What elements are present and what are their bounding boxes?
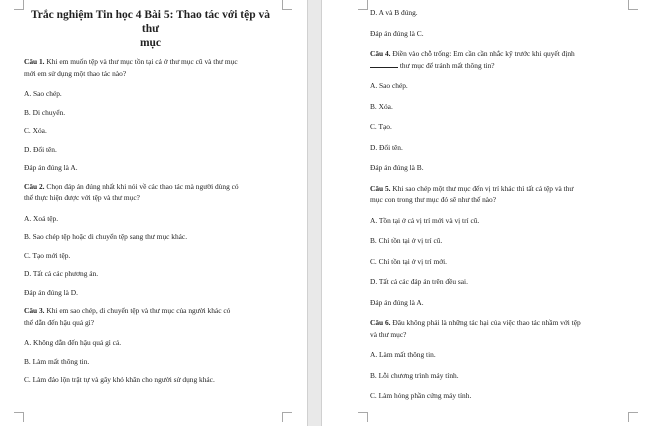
option-d: D. A và B đúng. <box>370 8 418 17</box>
option-a: A. Tồn tại ở cả vị trí mới và vị trí cũ. <box>370 215 480 225</box>
option-b: B. Xóa. <box>370 101 393 111</box>
page-corner-mark <box>628 0 638 10</box>
option-c: C. Làm đảo lộn trật tự và gây khó khăn cho người sử dụng khác. <box>24 375 215 384</box>
question-1 <box>24 56 277 68</box>
option-b: B. Chỉ tồn tại ở vị trí cũ. <box>370 236 443 245</box>
option-a: A. Sao chép. <box>24 89 62 98</box>
question-3 <box>24 305 277 317</box>
question-text: Điền vào chỗ trống: Em cần cần nhắc kỹ trước khi quyết định <box>390 49 575 58</box>
question-label: Câu 4. <box>370 49 391 58</box>
question-text-cont: mục con trong thư mục đó sẽ như thế nào? <box>370 195 497 204</box>
question-label: Câu 1. <box>24 57 45 66</box>
question-label: Câu 5. <box>370 183 391 193</box>
fill-in-blank <box>370 60 398 68</box>
option-c: C. Làm hỏng phần cứng máy tính. <box>370 391 472 400</box>
option-b: B. Sao chép tệp hoặc di chuyển tệp sang thư mục khác. <box>24 232 188 241</box>
document-page-right <box>322 0 650 426</box>
option-a: A. Sao chép. <box>370 81 408 90</box>
option-d: D. Tất cả các đáp án trên đều sai. <box>370 277 468 286</box>
question-text: Khi sao chép một thư mục đến vị trí khác thì tất cả tệp và thư <box>390 183 574 193</box>
answer-text: Đáp án đúng là A. <box>370 297 424 307</box>
page-corner-mark <box>282 412 292 422</box>
title-line-2: mục <box>139 37 162 49</box>
question-label: Câu 3. <box>24 306 45 315</box>
page-corner-mark <box>14 0 24 10</box>
answer-text: Đáp án đúng là D. <box>24 287 78 297</box>
question-text-cont: thể thực hiện được với tệp và thư mục? <box>24 193 140 202</box>
option-a: A. Làm mất thông tin. <box>370 350 436 359</box>
question-6 <box>370 317 626 329</box>
question-text: thư mục để tránh mất thông tin? <box>398 60 495 70</box>
page-corner-mark <box>358 0 368 10</box>
option-b: B. Làm mất thông tin. <box>24 356 90 366</box>
question-text: Đâu không phải là những tác hại của việc thao tác nhầm với tệp <box>390 318 581 327</box>
option-d: D. Đổi tên. <box>370 142 403 152</box>
question-label: Câu 2. <box>24 181 45 191</box>
page-corner-mark <box>358 412 368 422</box>
question-text: Chọn đáp án đúng nhất khi nói về các thao tác mà người dùng có <box>44 181 239 191</box>
page-corner-mark <box>282 0 292 10</box>
title-line-1: Trắc nghiệm Tin học 4 Bài 5: Thao tác với tệp và thư <box>30 9 271 35</box>
option-b: B. Di chuyển. <box>24 107 66 117</box>
answer-text: Đáp án đúng là C. <box>370 28 424 38</box>
option-a: A. Xoá tệp. <box>24 213 59 223</box>
option-c: C. Chỉ tồn tại ở vị trí mới. <box>370 256 448 266</box>
question-5 <box>370 183 626 195</box>
option-b: B. Lỗi chương trình máy tính. <box>370 370 459 380</box>
page-corner-mark <box>628 412 638 422</box>
question-label: Câu 6. <box>370 318 391 327</box>
question-text: Khi em sao chép, di chuyển tệp và thư mục của người khác có <box>44 306 231 315</box>
question-4 <box>370 48 626 60</box>
option-d: D. Tất cả các phương án. <box>24 269 99 278</box>
question-text-cont: thể dẫn đến hậu quả gì? <box>24 317 94 327</box>
page-corner-mark <box>14 412 24 422</box>
question-2 <box>24 181 277 193</box>
option-c: C. Tạo mới tệp. <box>24 250 71 260</box>
answer-text: Đáp án đúng là B. <box>370 163 424 172</box>
question-text-cont: và thư mục? <box>370 329 407 339</box>
question-text-cont: mới em sử dụng một thao tác nào? <box>24 68 127 78</box>
option-c: C. Xóa. <box>24 126 47 135</box>
option-a: A. Không dẫn đến hậu quả gì cả. <box>24 338 122 347</box>
option-d: D. Đổi tên. <box>24 144 57 154</box>
page-gutter <box>307 0 322 426</box>
question-text-cont <box>370 60 626 72</box>
option-c: C. Tạo. <box>370 122 392 131</box>
document-title <box>24 8 277 50</box>
document-page-left <box>0 0 307 426</box>
answer-text: Đáp án đúng là A. <box>24 163 78 172</box>
question-text: Khi em muốn tệp và thư mục tồn tại cả ở thư mục cũ và thư mục <box>44 57 238 66</box>
